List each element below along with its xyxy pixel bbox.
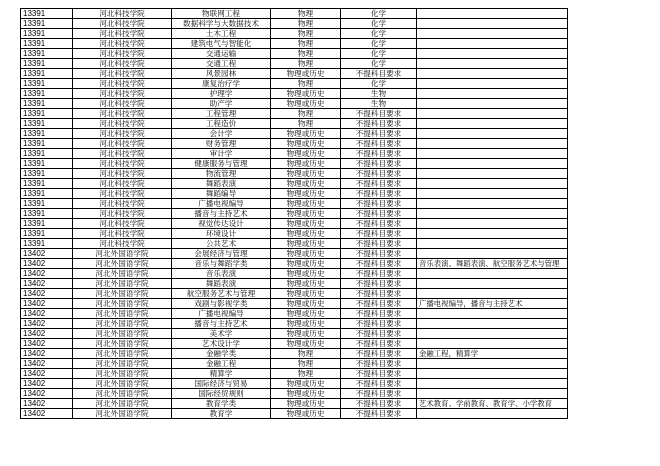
school-name-cell: 河北科技学院	[73, 239, 172, 249]
first-subject-cell: 物理或历史	[271, 409, 341, 419]
first-subject-cell: 物理或历史	[271, 289, 341, 299]
second-subject-cell: 生物	[341, 89, 417, 99]
second-subject-cell: 不提科目要求	[341, 389, 417, 399]
second-subject-cell: 不提科目要求	[341, 259, 417, 269]
major-name-cell: 教育学类	[172, 399, 271, 409]
school-name-cell: 河北外国语学院	[73, 269, 172, 279]
table-row	[21, 49, 568, 59]
second-subject-cell: 不提科目要求	[341, 379, 417, 389]
first-subject-cell: 物理或历史	[271, 129, 341, 139]
school-name-cell: 河北科技学院	[73, 49, 172, 59]
institution-code-cell: 13391	[21, 39, 73, 49]
institution-code-cell: 13391	[21, 69, 73, 79]
major-name-cell: 视觉传达设计	[172, 219, 271, 229]
first-subject-cell: 物理或历史	[271, 209, 341, 219]
institution-code-cell: 13391	[21, 109, 73, 119]
table-row	[21, 229, 568, 239]
first-subject-cell: 物理	[271, 49, 341, 59]
school-name-cell: 河北科技学院	[73, 109, 172, 119]
table-row	[21, 409, 568, 419]
institution-code-cell: 13391	[21, 169, 73, 179]
first-subject-cell: 物理	[271, 9, 341, 19]
second-subject-cell: 不提科目要求	[341, 249, 417, 259]
table-row	[21, 359, 568, 369]
institution-code-cell: 13402	[21, 319, 73, 329]
table-row	[21, 369, 568, 379]
institution-code-cell: 13391	[21, 239, 73, 249]
table-row	[21, 389, 568, 399]
table-row	[21, 379, 568, 389]
first-subject-cell: 物理	[271, 369, 341, 379]
major-name-cell: 工程管理	[172, 109, 271, 119]
major-name-cell: 会展经济与管理	[172, 249, 271, 259]
included-majors-note-cell	[417, 209, 568, 219]
first-subject-cell: 物理或历史	[271, 299, 341, 309]
major-name-cell: 舞蹈表演	[172, 279, 271, 289]
first-subject-cell: 物理或历史	[271, 189, 341, 199]
major-name-cell: 舞蹈表演	[172, 179, 271, 189]
second-subject-cell: 不提科目要求	[341, 119, 417, 129]
second-subject-cell: 不提科目要求	[341, 159, 417, 169]
included-majors-note-cell	[417, 69, 568, 79]
school-name-cell: 河北科技学院	[73, 189, 172, 199]
institution-code-cell: 13391	[21, 219, 73, 229]
first-subject-cell: 物理	[271, 29, 341, 39]
major-name-cell: 交通运输	[172, 49, 271, 59]
second-subject-cell: 化学	[341, 9, 417, 19]
major-name-cell: 教育学	[172, 409, 271, 419]
institution-code-cell: 13391	[21, 159, 73, 169]
second-subject-cell: 不提科目要求	[341, 319, 417, 329]
school-name-cell: 河北科技学院	[73, 169, 172, 179]
school-name-cell: 河北外国语学院	[73, 259, 172, 269]
first-subject-cell: 物理或历史	[271, 149, 341, 159]
major-name-cell: 会计学	[172, 129, 271, 139]
institution-code-cell: 13402	[21, 369, 73, 379]
first-subject-cell: 物理	[271, 359, 341, 369]
table-row	[21, 269, 568, 279]
second-subject-cell: 不提科目要求	[341, 399, 417, 409]
school-name-cell: 河北外国语学院	[73, 349, 172, 359]
school-name-cell: 河北科技学院	[73, 229, 172, 239]
second-subject-cell: 化学	[341, 49, 417, 59]
institution-code-cell: 13402	[21, 379, 73, 389]
school-name-cell: 河北外国语学院	[73, 329, 172, 339]
school-name-cell: 河北科技学院	[73, 139, 172, 149]
first-subject-cell: 物理	[271, 59, 341, 69]
school-name-cell: 河北科技学院	[73, 9, 172, 19]
included-majors-note-cell	[417, 109, 568, 119]
included-majors-note-cell	[417, 279, 568, 289]
institution-code-cell: 13402	[21, 259, 73, 269]
first-subject-cell: 物理	[271, 19, 341, 29]
second-subject-cell: 不提科目要求	[341, 299, 417, 309]
included-majors-note-cell	[417, 49, 568, 59]
school-name-cell: 河北科技学院	[73, 159, 172, 169]
institution-code-cell: 13402	[21, 359, 73, 369]
first-subject-cell: 物理或历史	[271, 99, 341, 109]
included-majors-note-cell	[417, 179, 568, 189]
first-subject-cell: 物理或历史	[271, 229, 341, 239]
major-name-cell: 交通工程	[172, 59, 271, 69]
school-name-cell: 河北科技学院	[73, 119, 172, 129]
table-row	[21, 259, 568, 269]
second-subject-cell: 不提科目要求	[341, 289, 417, 299]
table-row	[21, 309, 568, 319]
included-majors-note-cell	[417, 89, 568, 99]
institution-code-cell: 13391	[21, 199, 73, 209]
table-row	[21, 29, 568, 39]
major-name-cell: 精算学	[172, 369, 271, 379]
school-name-cell: 河北外国语学院	[73, 369, 172, 379]
first-subject-cell: 物理或历史	[271, 219, 341, 229]
first-subject-cell: 物理或历史	[271, 309, 341, 319]
table-row	[21, 249, 568, 259]
second-subject-cell: 不提科目要求	[341, 169, 417, 179]
included-majors-note-cell	[417, 319, 568, 329]
first-subject-cell: 物理	[271, 349, 341, 359]
second-subject-cell: 化学	[341, 59, 417, 69]
institution-code-cell: 13391	[21, 229, 73, 239]
second-subject-cell: 不提科目要求	[341, 409, 417, 419]
admission-requirements-table	[20, 8, 568, 419]
major-name-cell: 艺术设计学	[172, 339, 271, 349]
second-subject-cell: 不提科目要求	[341, 329, 417, 339]
table-row	[21, 139, 568, 149]
major-name-cell: 美术学	[172, 329, 271, 339]
institution-code-cell: 13391	[21, 59, 73, 69]
second-subject-cell: 不提科目要求	[341, 309, 417, 319]
included-majors-note-cell	[417, 199, 568, 209]
first-subject-cell: 物理或历史	[271, 179, 341, 189]
included-majors-note-cell: 广播电视编导，播音与主持艺术	[417, 299, 568, 309]
institution-code-cell: 13402	[21, 299, 73, 309]
included-majors-note-cell	[417, 379, 568, 389]
major-name-cell: 护理学	[172, 89, 271, 99]
institution-code-cell: 13391	[21, 189, 73, 199]
first-subject-cell: 物理或历史	[271, 89, 341, 99]
included-majors-note-cell	[417, 59, 568, 69]
first-subject-cell: 物理	[271, 79, 341, 89]
school-name-cell: 河北外国语学院	[73, 289, 172, 299]
school-name-cell: 河北科技学院	[73, 219, 172, 229]
included-majors-note-cell: 金融工程，精算学	[417, 349, 568, 359]
institution-code-cell: 13402	[21, 289, 73, 299]
table-row	[21, 319, 568, 329]
included-majors-note-cell	[417, 29, 568, 39]
table-row	[21, 99, 568, 109]
table-row	[21, 79, 568, 89]
first-subject-cell: 物理	[271, 119, 341, 129]
second-subject-cell: 不提科目要求	[341, 339, 417, 349]
school-name-cell: 河北科技学院	[73, 179, 172, 189]
school-name-cell: 河北外国语学院	[73, 309, 172, 319]
first-subject-cell: 物理或历史	[271, 389, 341, 399]
major-name-cell: 金融学类	[172, 349, 271, 359]
included-majors-note-cell	[417, 189, 568, 199]
second-subject-cell: 不提科目要求	[341, 149, 417, 159]
school-name-cell: 河北外国语学院	[73, 299, 172, 309]
table-row	[21, 179, 568, 189]
first-subject-cell: 物理或历史	[271, 339, 341, 349]
included-majors-note-cell: 艺术教育、学前教育、教育学、小学教育	[417, 399, 568, 409]
first-subject-cell: 物理	[271, 39, 341, 49]
major-name-cell: 舞蹈编导	[172, 189, 271, 199]
institution-code-cell: 13391	[21, 89, 73, 99]
included-majors-note-cell	[417, 389, 568, 399]
table-row	[21, 89, 568, 99]
first-subject-cell: 物理或历史	[271, 329, 341, 339]
school-name-cell: 河北科技学院	[73, 19, 172, 29]
table-row	[21, 209, 568, 219]
institution-code-cell: 13391	[21, 209, 73, 219]
institution-code-cell: 13391	[21, 9, 73, 19]
school-name-cell: 河北科技学院	[73, 69, 172, 79]
school-name-cell: 河北科技学院	[73, 199, 172, 209]
second-subject-cell: 不提科目要求	[341, 359, 417, 369]
table-row	[21, 329, 568, 339]
second-subject-cell: 不提科目要求	[341, 349, 417, 359]
school-name-cell: 河北外国语学院	[73, 409, 172, 419]
second-subject-cell: 不提科目要求	[341, 109, 417, 119]
major-name-cell: 播音与主持艺术	[172, 319, 271, 329]
first-subject-cell: 物理或历史	[271, 269, 341, 279]
institution-code-cell: 13402	[21, 269, 73, 279]
institution-code-cell: 13391	[21, 119, 73, 129]
school-name-cell: 河北科技学院	[73, 29, 172, 39]
institution-code-cell: 13391	[21, 179, 73, 189]
school-name-cell: 河北科技学院	[73, 99, 172, 109]
second-subject-cell: 不提科目要求	[341, 199, 417, 209]
institution-code-cell: 13402	[21, 399, 73, 409]
table-row	[21, 19, 568, 29]
first-subject-cell: 物理或历史	[271, 159, 341, 169]
major-name-cell: 助产学	[172, 99, 271, 109]
school-name-cell: 河北外国语学院	[73, 359, 172, 369]
included-majors-note-cell	[417, 339, 568, 349]
second-subject-cell: 化学	[341, 19, 417, 29]
table-row	[21, 109, 568, 119]
second-subject-cell: 化学	[341, 29, 417, 39]
major-name-cell: 航空服务艺术与管理	[172, 289, 271, 299]
major-name-cell: 国际经贸规则	[172, 389, 271, 399]
second-subject-cell: 不提科目要求	[341, 69, 417, 79]
table-row	[21, 39, 568, 49]
major-name-cell: 国际经济与贸易	[172, 379, 271, 389]
school-name-cell: 河北科技学院	[73, 59, 172, 69]
school-name-cell: 河北外国语学院	[73, 399, 172, 409]
first-subject-cell: 物理或历史	[271, 279, 341, 289]
first-subject-cell: 物理	[271, 109, 341, 119]
table-row	[21, 199, 568, 209]
table-body	[21, 9, 568, 419]
second-subject-cell: 生物	[341, 99, 417, 109]
major-name-cell: 建筑电气与智能化	[172, 39, 271, 49]
school-name-cell: 河北科技学院	[73, 209, 172, 219]
institution-code-cell: 13391	[21, 149, 73, 159]
institution-code-cell: 13402	[21, 249, 73, 259]
school-name-cell: 河北科技学院	[73, 129, 172, 139]
first-subject-cell: 物理或历史	[271, 199, 341, 209]
institution-code-cell: 13391	[21, 99, 73, 109]
table-row	[21, 279, 568, 289]
included-majors-note-cell	[417, 39, 568, 49]
institution-code-cell: 13402	[21, 339, 73, 349]
first-subject-cell: 物理或历史	[271, 399, 341, 409]
included-majors-note-cell	[417, 229, 568, 239]
first-subject-cell: 物理或历史	[271, 169, 341, 179]
included-majors-note-cell	[417, 159, 568, 169]
second-subject-cell: 不提科目要求	[341, 139, 417, 149]
table-row	[21, 119, 568, 129]
major-name-cell: 环境设计	[172, 229, 271, 239]
table-row	[21, 339, 568, 349]
institution-code-cell: 13391	[21, 29, 73, 39]
school-name-cell: 河北外国语学院	[73, 249, 172, 259]
table-row	[21, 219, 568, 229]
major-name-cell: 广播电视编导	[172, 309, 271, 319]
second-subject-cell: 不提科目要求	[341, 279, 417, 289]
first-subject-cell: 物理或历史	[271, 239, 341, 249]
included-majors-note-cell	[417, 129, 568, 139]
major-name-cell: 审计学	[172, 149, 271, 159]
school-name-cell: 河北科技学院	[73, 89, 172, 99]
table-row	[21, 59, 568, 69]
second-subject-cell: 化学	[341, 79, 417, 89]
institution-code-cell: 13402	[21, 409, 73, 419]
included-majors-note-cell	[417, 249, 568, 259]
table-row	[21, 159, 568, 169]
institution-code-cell: 13402	[21, 329, 73, 339]
major-name-cell: 财务管理	[172, 139, 271, 149]
major-name-cell: 康复治疗学	[172, 79, 271, 89]
major-name-cell: 健康服务与管理	[172, 159, 271, 169]
school-name-cell: 河北外国语学院	[73, 319, 172, 329]
table-row	[21, 299, 568, 309]
major-name-cell: 公共艺术	[172, 239, 271, 249]
major-name-cell: 工程造价	[172, 119, 271, 129]
institution-code-cell: 13391	[21, 139, 73, 149]
table-row	[21, 399, 568, 409]
included-majors-note-cell	[417, 239, 568, 249]
second-subject-cell: 化学	[341, 39, 417, 49]
table-row	[21, 149, 568, 159]
table-row	[21, 9, 568, 19]
table-row	[21, 349, 568, 359]
table-row	[21, 129, 568, 139]
institution-code-cell: 13391	[21, 79, 73, 89]
included-majors-note-cell	[417, 139, 568, 149]
table-row	[21, 289, 568, 299]
second-subject-cell: 不提科目要求	[341, 229, 417, 239]
major-name-cell: 广播电视编导	[172, 199, 271, 209]
second-subject-cell: 不提科目要求	[341, 219, 417, 229]
second-subject-cell: 不提科目要求	[341, 269, 417, 279]
institution-code-cell: 13402	[21, 389, 73, 399]
included-majors-note-cell	[417, 149, 568, 159]
included-majors-note-cell	[417, 369, 568, 379]
first-subject-cell: 物理或历史	[271, 249, 341, 259]
first-subject-cell: 物理或历史	[271, 319, 341, 329]
included-majors-note-cell	[417, 99, 568, 109]
major-name-cell: 戏剧与影视学类	[172, 299, 271, 309]
institution-code-cell: 13391	[21, 129, 73, 139]
major-name-cell: 金融工程	[172, 359, 271, 369]
included-majors-note-cell	[417, 359, 568, 369]
first-subject-cell: 物理或历史	[271, 379, 341, 389]
included-majors-note-cell	[417, 169, 568, 179]
second-subject-cell: 不提科目要求	[341, 129, 417, 139]
included-majors-note-cell	[417, 19, 568, 29]
included-majors-note-cell	[417, 309, 568, 319]
institution-code-cell: 13391	[21, 49, 73, 59]
included-majors-note-cell	[417, 269, 568, 279]
major-name-cell: 数据科学与大数据技术	[172, 19, 271, 29]
major-name-cell: 土木工程	[172, 29, 271, 39]
school-name-cell: 河北外国语学院	[73, 339, 172, 349]
table-row	[21, 69, 568, 79]
included-majors-note-cell	[417, 9, 568, 19]
first-subject-cell: 物理或历史	[271, 69, 341, 79]
second-subject-cell: 不提科目要求	[341, 369, 417, 379]
table-row	[21, 169, 568, 179]
school-name-cell: 河北科技学院	[73, 79, 172, 89]
table-row	[21, 239, 568, 249]
table-row	[21, 189, 568, 199]
institution-code-cell: 13402	[21, 349, 73, 359]
second-subject-cell: 不提科目要求	[341, 179, 417, 189]
major-name-cell: 物联网工程	[172, 9, 271, 19]
included-majors-note-cell	[417, 409, 568, 419]
institution-code-cell: 13391	[21, 19, 73, 29]
second-subject-cell: 不提科目要求	[341, 239, 417, 249]
major-name-cell: 音乐与舞蹈学类	[172, 259, 271, 269]
major-name-cell: 播音与主持艺术	[172, 209, 271, 219]
school-name-cell: 河北科技学院	[73, 39, 172, 49]
school-name-cell: 河北科技学院	[73, 149, 172, 159]
included-majors-note-cell: 音乐表演、舞蹈表演、航空服务艺术与管理	[417, 259, 568, 269]
included-majors-note-cell	[417, 219, 568, 229]
major-name-cell: 物流管理	[172, 169, 271, 179]
school-name-cell: 河北外国语学院	[73, 279, 172, 289]
first-subject-cell: 物理或历史	[271, 259, 341, 269]
school-name-cell: 河北外国语学院	[73, 379, 172, 389]
included-majors-note-cell	[417, 79, 568, 89]
second-subject-cell: 不提科目要求	[341, 189, 417, 199]
major-name-cell: 风景园林	[172, 69, 271, 79]
included-majors-note-cell	[417, 289, 568, 299]
second-subject-cell: 不提科目要求	[341, 209, 417, 219]
school-name-cell: 河北外国语学院	[73, 389, 172, 399]
institution-code-cell: 13402	[21, 279, 73, 289]
included-majors-note-cell	[417, 329, 568, 339]
included-majors-note-cell	[417, 119, 568, 129]
major-name-cell: 音乐表演	[172, 269, 271, 279]
institution-code-cell: 13402	[21, 309, 73, 319]
first-subject-cell: 物理或历史	[271, 139, 341, 149]
